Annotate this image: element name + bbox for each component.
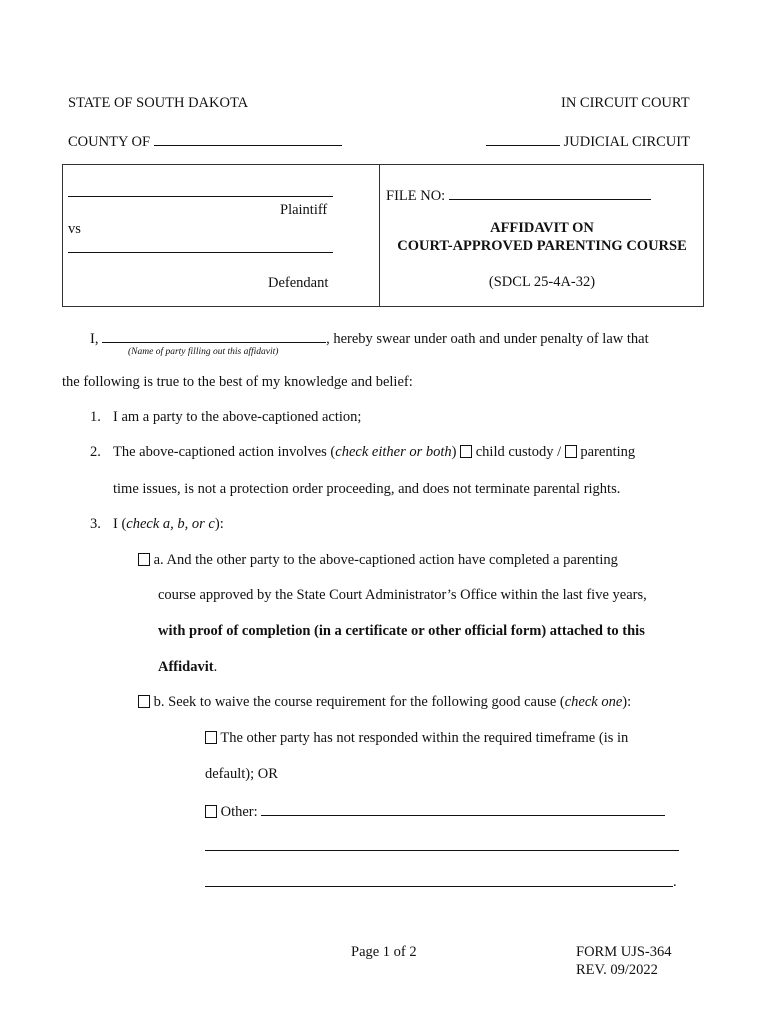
statute-reference: (SDCL 25-4A-32)	[488, 274, 596, 290]
state-name: STATE OF SOUTH DAKOTA	[68, 95, 249, 111]
other-reason-field-3[interactable]	[205, 886, 673, 887]
file-number-field[interactable]	[449, 185, 651, 200]
item-2-italic: check either or both	[335, 444, 452, 460]
item-3-number: 3.	[90, 516, 101, 532]
document-title-line2: COURT-APPROVED PARENTING COURSE	[397, 238, 687, 254]
option-b-suffix: ):	[622, 694, 632, 710]
other-reason-field-2[interactable]	[205, 850, 679, 851]
option-b-checkbox[interactable]	[138, 695, 150, 708]
name-hint: (Name of party filling out this affidavit)	[128, 347, 279, 357]
document-title-line1: AFFIDAVIT ON	[490, 220, 594, 236]
option-a-line2: course approved by the State Court Administrator’s Office within the last five years,	[158, 587, 647, 603]
default-checkbox[interactable]	[205, 731, 217, 744]
county-label	[68, 131, 342, 151]
intro-line-2: the following is true to the best of my knowledge and belief:	[62, 374, 413, 390]
item-2-close: )	[451, 444, 457, 460]
county-field[interactable]	[154, 131, 342, 146]
circuit-label-text: JUDICIAL CIRCUIT	[563, 134, 690, 150]
suboption-other	[205, 801, 665, 821]
other-reason-field-1[interactable]	[261, 801, 665, 816]
option-a-line1	[138, 552, 618, 569]
parenting-time-checkbox[interactable]	[565, 445, 577, 458]
option-a-text: a. And the other party to the above-captioned action have completed a parenting	[153, 552, 618, 568]
other-label: Other:	[220, 804, 258, 820]
defendant-name-field[interactable]	[68, 252, 333, 253]
item-2-number: 2.	[90, 444, 101, 460]
option-a-line3: with proof of completion (in a certificate or other official form) attached to this	[158, 623, 645, 639]
circuit-number-field[interactable]	[486, 131, 560, 146]
option-a-line4	[158, 659, 217, 676]
option-b-prefix: b. Seek to waive the course requirement for the following good cause (	[153, 694, 565, 710]
form-revision: REV. 09/2022	[576, 962, 658, 978]
item-2-line2: time issues, is not a protection order proceeding, and does not terminate parental rights.	[113, 481, 621, 497]
file-number-label	[386, 185, 651, 205]
item-1-text: I am a party to the above-captioned action;	[113, 409, 362, 425]
file-number-text: FILE NO:	[386, 188, 446, 204]
item-3-prefix: I (	[113, 516, 127, 532]
suboption-default-line1	[205, 730, 628, 747]
item-3-text	[113, 516, 224, 533]
circuit-label	[486, 131, 690, 151]
form-number: FORM UJS-364	[576, 944, 672, 960]
affiant-name-field[interactable]	[102, 328, 326, 343]
other-checkbox[interactable]	[205, 805, 217, 818]
option-a-checkbox[interactable]	[138, 553, 150, 566]
item-1-number: 1.	[90, 409, 101, 425]
child-custody-label: child custody /	[475, 444, 562, 460]
intro-prefix: I,	[90, 331, 99, 347]
item-3-italic: check a, b, or c	[126, 516, 215, 532]
page-number: Page 1 of 2	[351, 944, 417, 960]
option-b-italic: check one	[564, 694, 623, 710]
option-b-line	[138, 694, 631, 711]
item-2-prefix: The above-captioned action involves (	[113, 444, 336, 460]
plaintiff-name-field[interactable]	[68, 196, 333, 197]
plaintiff-label: Plaintiff	[280, 202, 328, 218]
intro-line	[90, 328, 649, 348]
child-custody-checkbox[interactable]	[460, 445, 472, 458]
suboption-default-line2: default); OR	[205, 766, 278, 782]
intro-suffix: , hereby swear under oath and under penalty of law that	[326, 331, 649, 347]
versus-label: vs	[68, 221, 81, 237]
option-a-end: .	[213, 659, 218, 675]
default-text: The other party has not responded within the required timeframe (is in	[220, 730, 629, 746]
other-end-period: .	[673, 874, 677, 890]
court-name: IN CIRCUIT COURT	[561, 95, 690, 111]
item-3-suffix: ):	[214, 516, 224, 532]
county-label-text: COUNTY OF	[68, 134, 151, 150]
option-a-affidavit: Affidavit	[158, 659, 214, 675]
item-2-line1	[113, 444, 635, 461]
defendant-label: Defendant	[268, 275, 329, 291]
parenting-time-label: parenting	[580, 444, 636, 460]
